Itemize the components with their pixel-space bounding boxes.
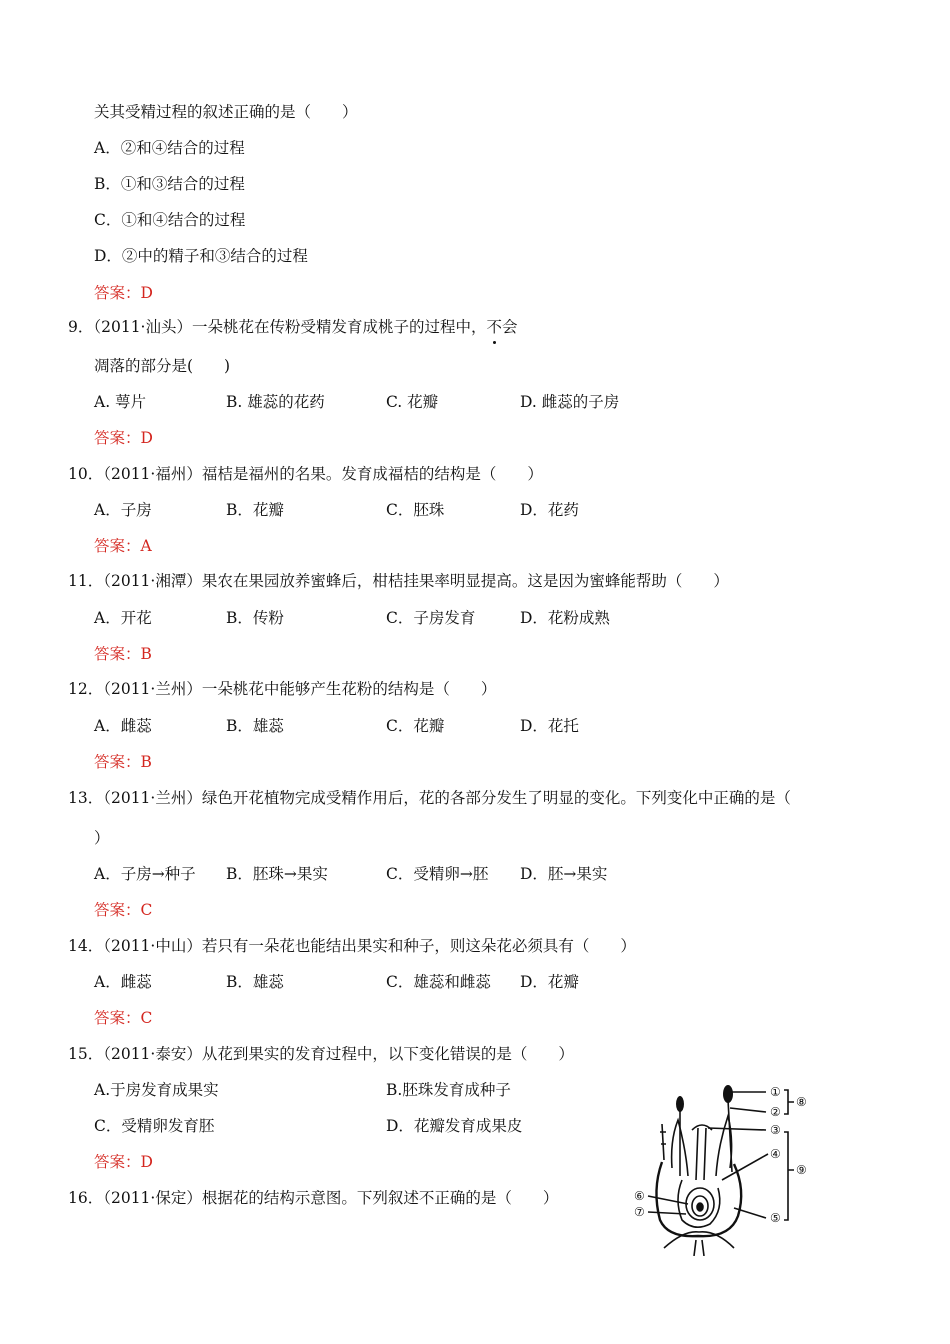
figure-label-7: ⑦ — [634, 1205, 645, 1219]
question-13-stem: 13．（2011·兰州）绿色开花植物完成受精作用后，花的各部分发生了明显的变化。下列变化中正确的是（ — [68, 789, 791, 807]
figure-label-5: ⑤ — [770, 1211, 781, 1225]
question-13-answer: 答案：C — [94, 901, 153, 919]
figure-label-8: ⑧ — [796, 1095, 807, 1109]
question-10-stem: 10．（2011·福州）福桔是福州的名果。发育成福桔的结构是（ ） — [68, 465, 543, 483]
question-12-option-a: A．雌蕊 — [94, 717, 152, 735]
question-9-stem-end: 会 — [502, 318, 518, 336]
question-8-answer: 答案：D — [94, 284, 153, 302]
question-13-option-d: D．胚→果实 — [520, 865, 608, 883]
question-10-option-c: C．胚珠 — [386, 501, 445, 519]
question-11-answer: 答案：B — [94, 645, 152, 663]
question-14-option-c: C．雄蕊和雌蕊 — [386, 973, 491, 991]
question-10-answer: 答案：A — [94, 537, 152, 555]
question-9-option-c: C. 花瓣 — [386, 393, 439, 411]
question-11-option-c: C．子房发育 — [386, 609, 476, 627]
question-14-stem: 14．（2011·中山）若只有一朵花也能结出果实和种子，则这朵花必须具有（ ） — [68, 937, 636, 955]
question-12-option-c: C．花瓣 — [386, 717, 445, 735]
question-8-option-b: B．①和③结合的过程 — [94, 175, 245, 193]
question-11-option-b: B．传粉 — [226, 609, 284, 627]
question-14-answer: 答案：C — [94, 1009, 153, 1027]
question-15-option-c: C．受精卵发育胚 — [94, 1117, 215, 1135]
question-8-option-d: D．②中的精子和③结合的过程 — [94, 247, 308, 265]
question-10-option-a: A．子房 — [94, 501, 152, 519]
figure-label-6: ⑥ — [634, 1189, 645, 1203]
figure-label-4: ④ — [770, 1147, 781, 1161]
question-13-option-a: A．子房→种子 — [94, 865, 196, 883]
question-14-option-d: D．花瓣 — [520, 973, 579, 991]
question-12-option-d: D．花托 — [520, 717, 579, 735]
question-9-emphasis: 不 — [486, 318, 503, 336]
question-8-option-a: A．②和④结合的过程 — [94, 139, 245, 157]
question-9-option-b: B. 雄蕊的花药 — [226, 393, 325, 411]
question-13-option-c: C．受精卵→胚 — [386, 865, 489, 883]
figure-label-2: ② — [770, 1105, 781, 1119]
question-15-answer: 答案：D — [94, 1153, 153, 1171]
question-12-option-b: B．雄蕊 — [226, 717, 284, 735]
question-9-stem — [68, 317, 518, 337]
question-11-option-d: D．花粉成熟 — [520, 609, 610, 627]
question-16-stem: 16．（2011·保定）根据花的结构示意图。下列叙述不正确的是（ ） — [68, 1189, 559, 1207]
question-8-stem: 关其受精过程的叙述正确的是（ ） — [94, 103, 358, 121]
figure-label-9: ⑨ — [796, 1163, 807, 1177]
figure-label-1: ① — [770, 1085, 781, 1099]
question-10-option-d: D．花药 — [520, 501, 579, 519]
question-14-option-b: B．雄蕊 — [226, 973, 284, 991]
question-12-stem: 12．（2011·兰州）一朵桃花中能够产生花粉的结构是（ ） — [68, 680, 497, 698]
question-13-option-b: B．胚珠→果实 — [226, 865, 328, 883]
question-15-option-b: B.胚珠发育成种子 — [386, 1081, 511, 1099]
question-11-option-a: A．开花 — [94, 609, 152, 627]
question-15-stem: 15．（2011·泰安）从花到果实的发育过程中，以下变化错误的是（ ） — [68, 1045, 574, 1063]
question-14-option-a: A．雌蕊 — [94, 973, 152, 991]
question-10-option-b: B．花瓣 — [226, 501, 284, 519]
question-9-option-a: A. 萼片 — [94, 393, 147, 411]
question-9-option-d: D. 雌蕊的子房 — [520, 393, 620, 411]
question-9-stem-text: 9．（2011·汕头）一朵桃花在传粉受精发育成桃子的过程中， — [68, 318, 487, 336]
question-13-stem-line2: ） — [94, 829, 110, 847]
flower-structure-diagram — [634, 1080, 814, 1256]
figure-label-3: ③ — [770, 1123, 781, 1137]
question-9-answer: 答案：D — [94, 429, 153, 447]
question-11-stem: 11．（2011·湘潭）果农在果园放养蜜蜂后，柑桔挂果率明显提高。这是因为蜜蜂能帮助（ ） — [68, 572, 729, 590]
question-15-option-d: D．花瓣发育成果皮 — [386, 1117, 523, 1135]
question-8-option-c: C．①和④结合的过程 — [94, 211, 246, 229]
question-12-answer: 答案：B — [94, 753, 152, 771]
question-15-option-a: A.于房发育成果实 — [94, 1081, 219, 1099]
question-9-stem-line2: 凋落的部分是( ) — [94, 357, 231, 375]
